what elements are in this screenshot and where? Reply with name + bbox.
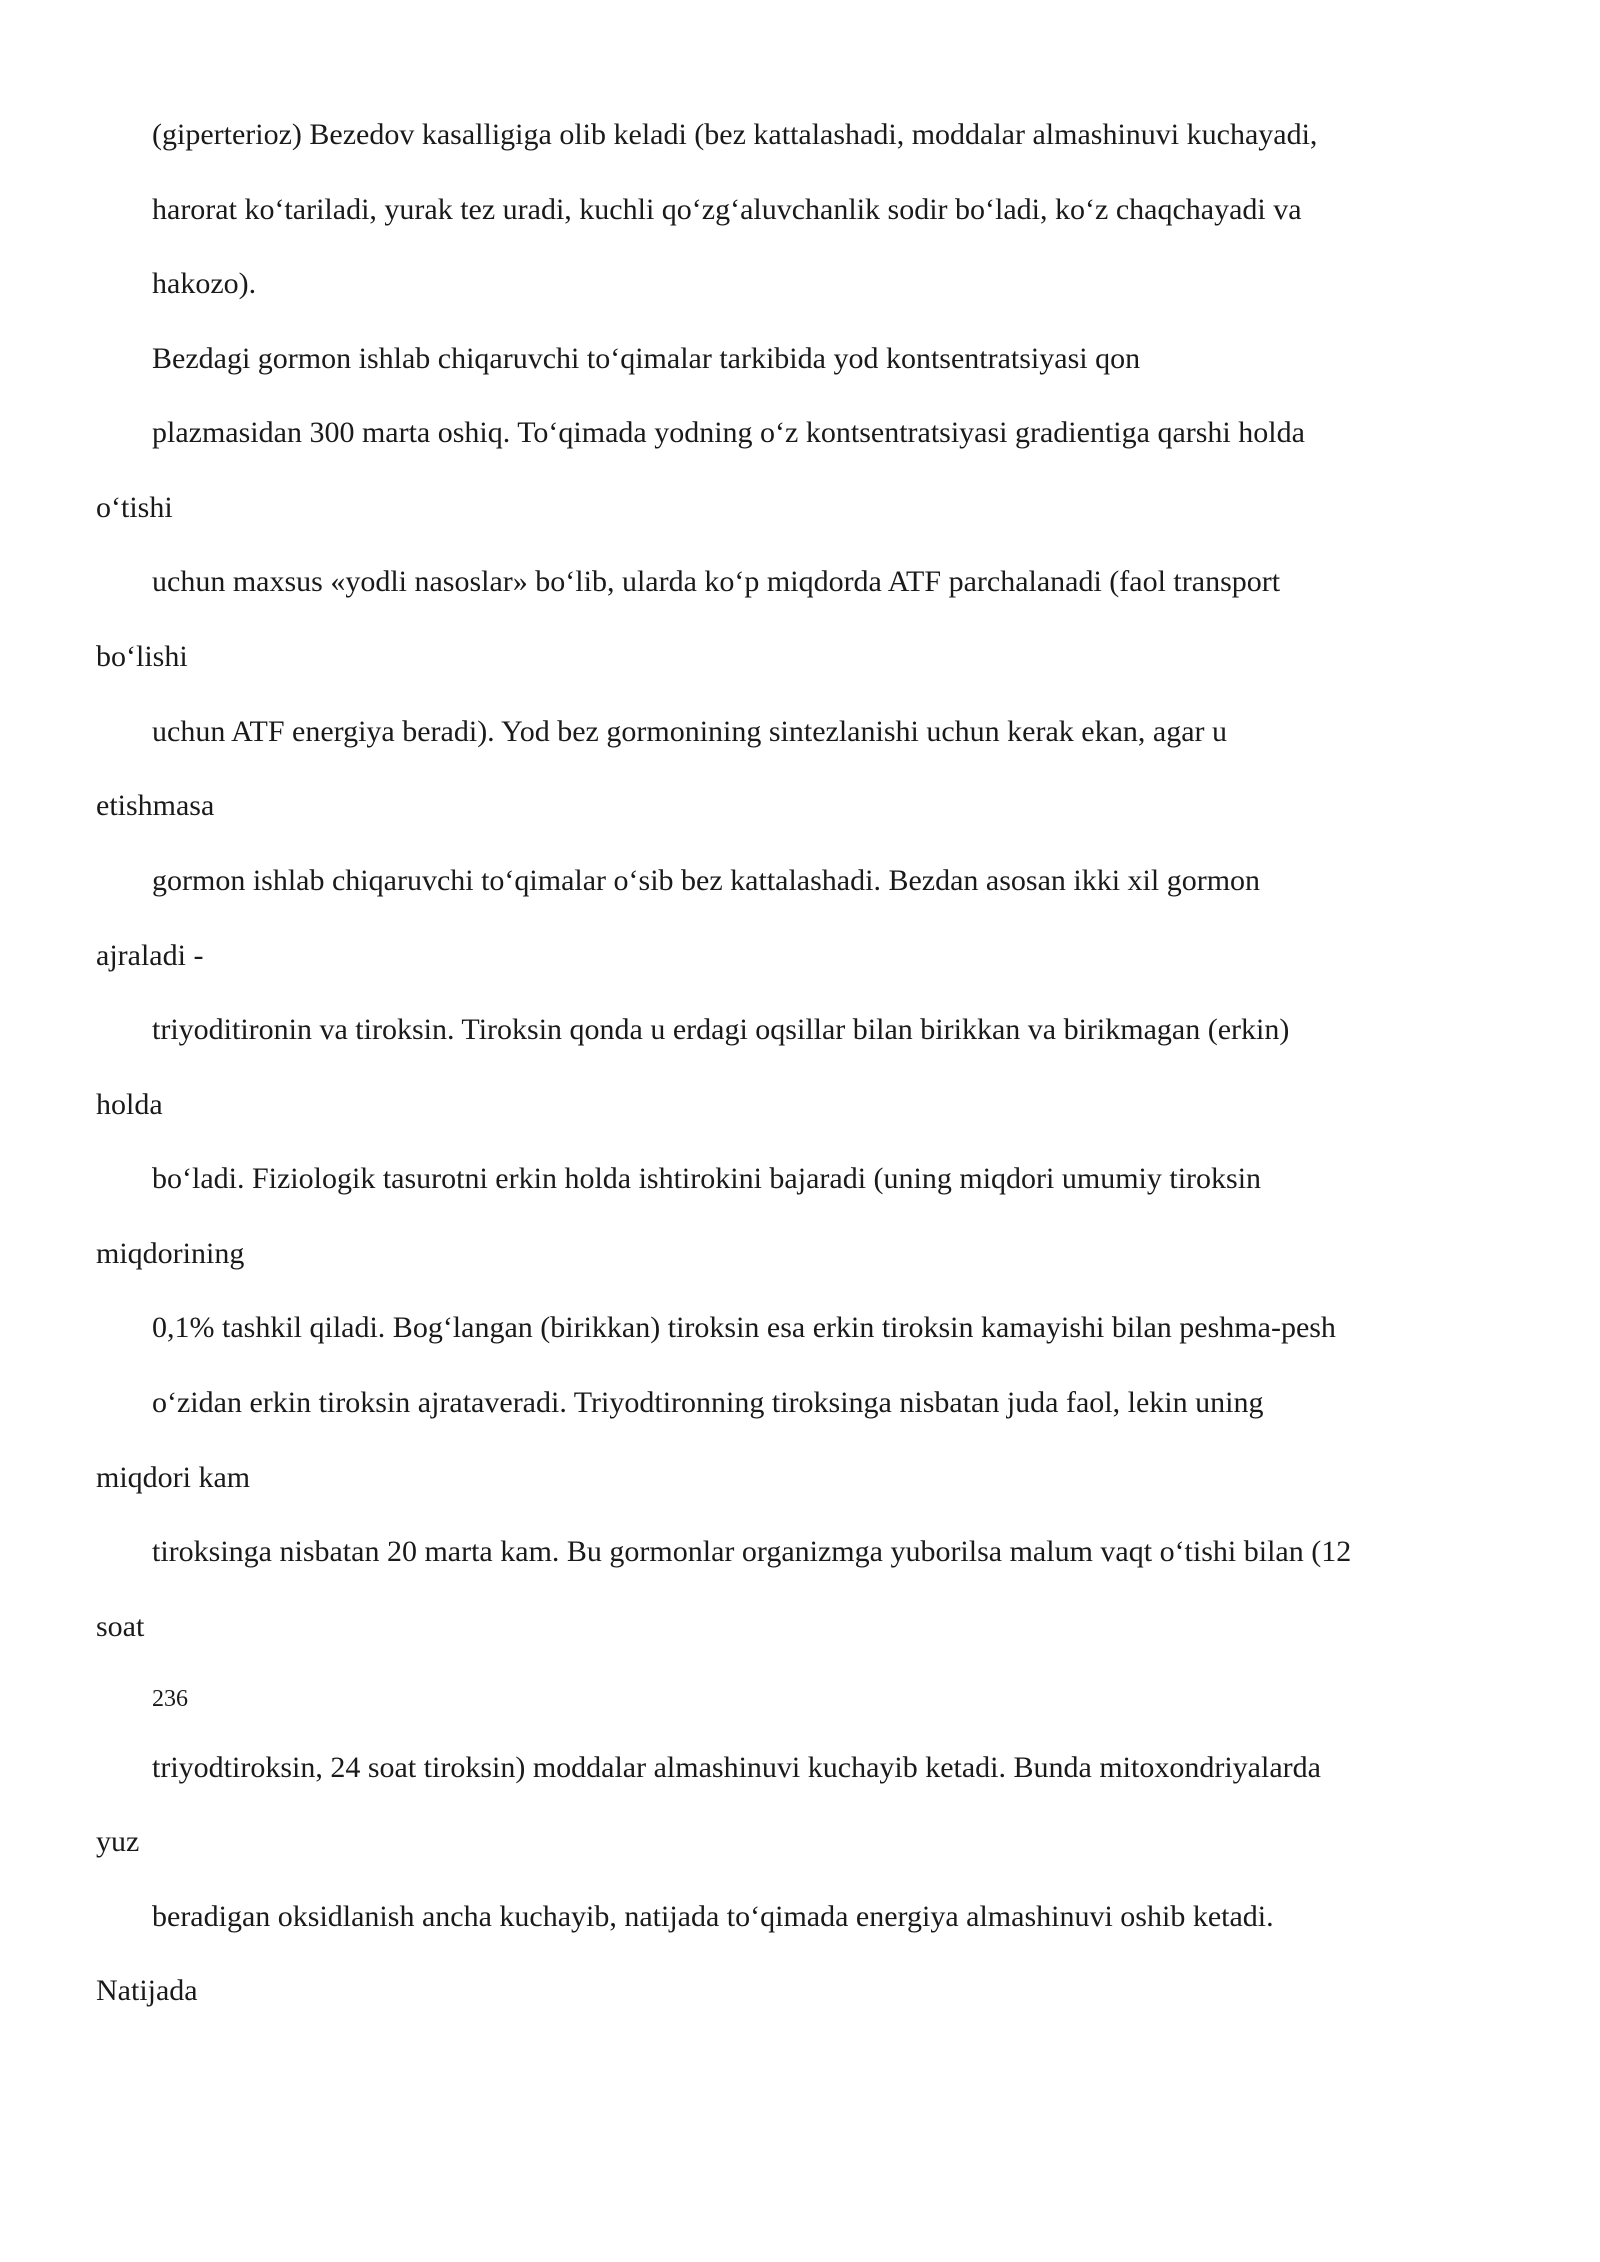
page-number: 236 [152, 1686, 188, 1712]
text-line: ajraladi - [96, 939, 204, 972]
text-line: (giperterioz) Bezedov kasalligiga olib keladi (bez kattalashadi, moddalar almashinuvi kuchayadi, [152, 118, 1318, 151]
text-line: holda [96, 1088, 163, 1121]
text-line: tiroksinga nisbatan 20 marta kam. Bu gormonlar organizmga yuborilsa malum vaqt o‘tishi bilan (12 [152, 1535, 1352, 1568]
text-line: soat [96, 1610, 145, 1643]
text-line: gormon ishlab chiqaruvchi to‘qimalar o‘sib bez kattalashadi. Bezdan asosan ikki xil gormon [152, 864, 1261, 897]
text-line: miqdori kam [96, 1461, 251, 1494]
text-line: plazmasidan 300 marta oshiq. To‘qimada yodning o‘z kontsentratsiyasi gradientiga qarshi holda [152, 416, 1305, 449]
text-line: etishmasa [96, 789, 215, 822]
text-line: beradigan oksidlanish ancha kuchayib, natijada to‘qimada energiya almashinuvi oshib ketadi. [152, 1900, 1274, 1933]
text-line: miqdorining [96, 1237, 245, 1270]
text-line: Natijada [96, 1974, 198, 2007]
text-line: 0,1% tashkil qiladi. Bog‘langan (birikkan) tiroksin esa erkin tiroksin kamayishi bilan peshma-pesh [152, 1311, 1336, 1344]
text-line: bo‘ladi. Fiziologik tasurotni erkin holda ishtirokini bajaradi (uning miqdori umumiy tiroksin [152, 1162, 1262, 1195]
text-line: o‘tishi [96, 491, 173, 524]
text-line: yuz [96, 1825, 140, 1858]
text-line: uchun maxsus «yodli nasoslar» bo‘lib, ularda ko‘p miqdorda ATF parchalanadi (faol transport [152, 565, 1281, 598]
text-line: triyoditironin va tiroksin. Tiroksin qonda u erdagi oqsillar bilan birikkan va birikmagan (erkin) [152, 1013, 1290, 1046]
text-line: uchun ATF energiya beradi). Yod bez gormonining sintezlanishi uchun kerak ekan, agar u [152, 715, 1228, 748]
text-line: bo‘lishi [96, 640, 188, 673]
text-line: triyodtiroksin, 24 soat tiroksin) moddalar almashinuvi kuchayib ketadi. Bunda mitoxondriyalarda [152, 1751, 1321, 1784]
text-line: Bezdagi gormon ishlab chiqaruvchi to‘qimalar tarkibida yod kontsentratsiyasi qon [152, 342, 1141, 375]
text-line: harorat ko‘tariladi, yurak tez uradi, kuchli qo‘zg‘aluvchanlik sodir bo‘ladi, ko‘z chaqchayadi va [152, 193, 1302, 226]
text-line: hakozo). [152, 267, 257, 300]
text-line: o‘zidan erkin tiroksin ajrataveradi. Triyodtironning tiroksinga nisbatan juda faol, lekin uning [152, 1386, 1264, 1419]
